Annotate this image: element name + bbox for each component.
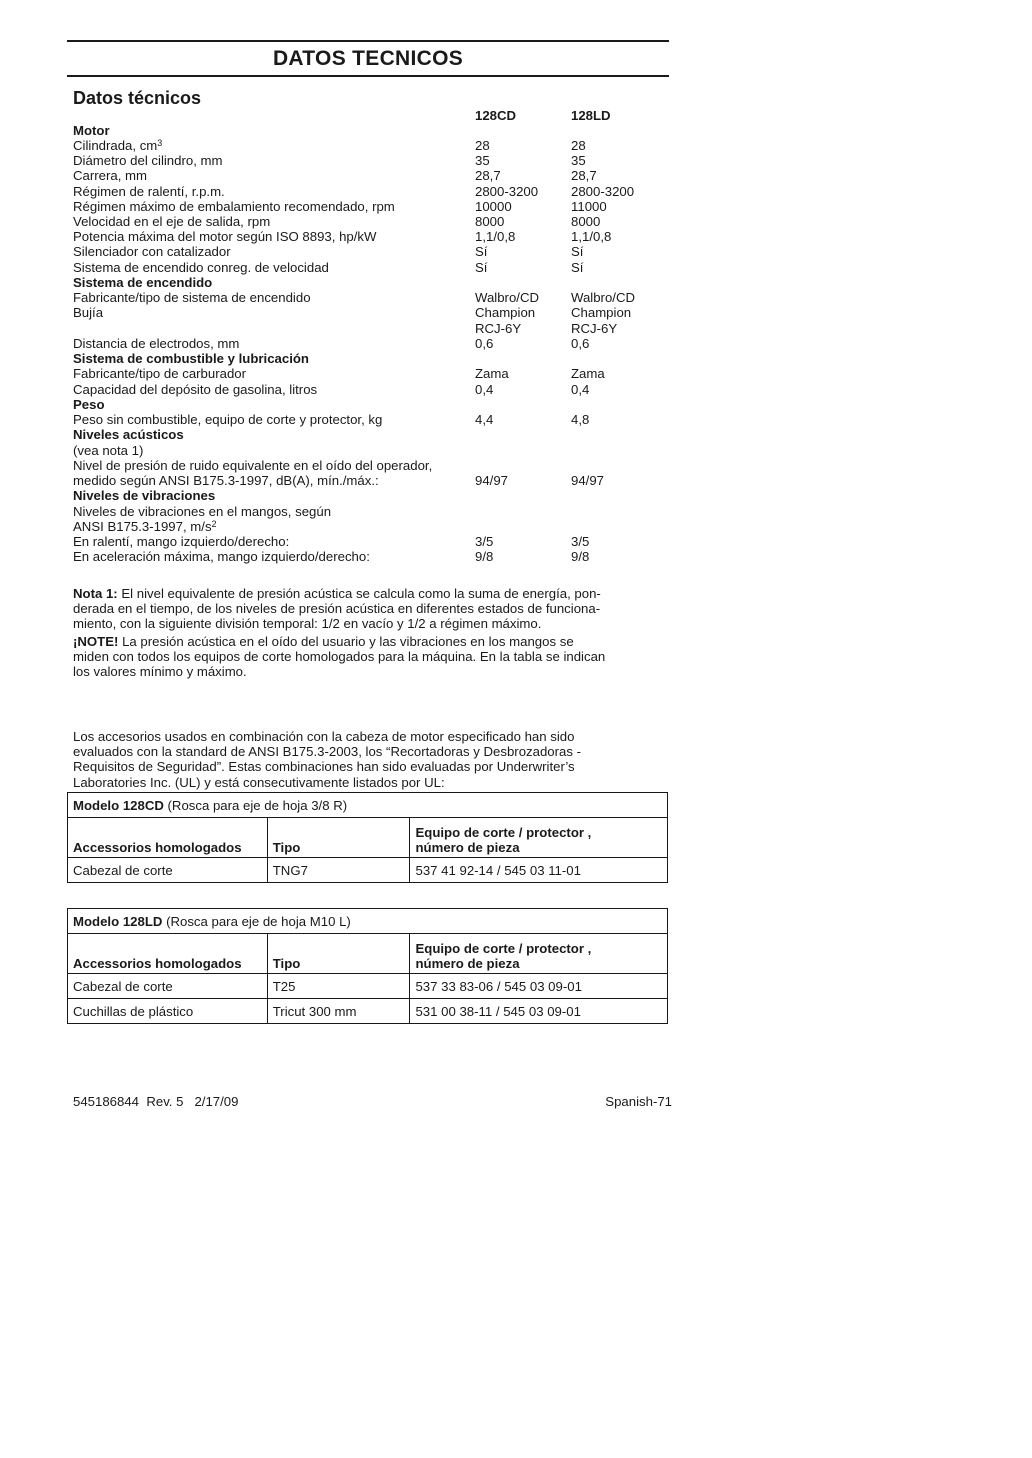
table-cell: 537 41 92-14 / 545 03 11-01 [410,858,668,883]
column-header-accessories: Accessorios homologados [68,818,268,858]
accessories-line: Laboratories Inc. (UL) y está consecutivamente listados por UL: [73,774,445,790]
table-model-header [68,909,668,934]
table-cell: Cabezal de corte [68,858,268,883]
spec-value-128cd: Zama [475,366,509,381]
spec-label-displacement: Cilindrada, $cm^3$ [73,138,163,153]
table-row [68,858,668,883]
spec-value-128cd: 1,1/0,8 [475,229,516,244]
spec-group-noise: Niveles acústicos [73,427,184,442]
model-desc: (Rosca para eje de hoja 3/8 R) [163,797,348,813]
spec-value-128ld: 28,7 [571,168,597,183]
note-2-line: La presión acústica en el oído del usuario y las vibraciones en los mangos se [118,634,574,649]
accessories-line: Requisitos de Seguridad”. Estas combinaciones han sido evaluadas por Underwriter’s [73,759,575,775]
table-cell: Cabezal de corte [68,974,268,999]
spec-value-128ld: Sí [571,260,584,275]
spec-label-bore: Diámetro del cilindro, mm [73,153,223,168]
spec-group-weight: Peso [73,397,105,412]
spec-value-128ld: 1,1/0,8 [571,229,612,244]
spec-label-vibration-levels: Niveles de vibraciones en el mangos, según [73,504,332,519]
header-top-rule [67,40,669,42]
spec-label-spark-plug: Bujía [73,305,104,320]
header-bottom-rule [67,75,669,77]
spec-value-128cd: 3/5 [475,534,494,549]
table-model-header [68,793,668,818]
note-1-line: derada en el tiempo, de los niveles de presión acústica en diferentes estados de funciona- [73,601,601,617]
model-label: Modelo 128CD [73,797,164,813]
spec-value-128ld: 0,6 [571,336,590,351]
table-cell: 537 33 83-06 / 545 03 09-01 [410,974,668,999]
spec-label-noise-pressure: Nivel de presión de ruido equivalente en el oído del operador, [73,458,433,473]
spec-value-128ld: 4,8 [571,412,590,427]
spec-label-speed-limiter-ignition: Sistema de encendido conreg. de velocidad [73,260,329,275]
note-1-line: miento, con la siguiente división temporal: 1/2 en vacío y 1/2 a régimen máximo. [73,616,542,632]
column-header-128ld: 128LD [571,108,611,123]
superscript-3: 3 [157,138,163,148]
spec-group-fuel: Sistema de combustible y lubricación [73,351,309,366]
spec-value-128cd: Sí [475,244,488,259]
spec-label-electrode-gap: Distancia de electrodos, mm [73,336,240,351]
spec-value-128ld: 0,4 [571,382,590,397]
spec-value-128cd: 8000 [475,214,505,229]
page-header-title: DATOS TECNICOS [272,47,464,70]
spec-value-128ld: Walbro/CD [571,290,635,305]
accessories-line: Los accesorios usados en combinación con la cabeza de motor especificado han sido [73,729,575,744]
note-1 [73,586,665,632]
spec-label-dry-weight: Peso sin combustible, equipo de corte y protector, kg [73,412,383,427]
spec-value-128cd: RCJ-6Y [475,321,522,336]
spec-group-motor: Motor [73,123,110,138]
table-cell: Cuchillas de plástico [68,999,268,1024]
spec-group-vibration: Niveles de vibraciones [73,488,216,503]
spec-value-128cd: 2800-3200 [475,184,539,199]
spec-value-128ld: 94/97 [571,473,605,488]
spec-label-vibration-max: En aceleración máxima, mango izquierdo/derecho: [73,549,370,564]
table-row [68,999,668,1024]
spec-value-128cd: 28,7 [475,168,501,183]
note-1-line: El nivel equivalente de presión acústica se calcula como la suma de energía, pon- [117,586,601,601]
spec-value-128cd: Champion [475,305,536,320]
spec-value-128ld: 3/5 [571,534,590,549]
spec-value-128cd: 35 [475,153,490,168]
spec-label-vibration-standard: ANSI B175.3-1997, $m/s^2$ [73,519,217,534]
column-header-part-number: Equipo de corte / protector , número de pieza [410,818,668,858]
column-header-type: Tipo [267,934,410,974]
spec-value-128cd: 10000 [475,199,512,214]
column-header-type: Tipo [267,818,410,858]
spec-value-128ld: Zama [571,366,605,381]
spec-label-noise-measured: medido según ANSI B175.3-1997, dB(A), mín./máx.: [73,473,379,488]
spec-label-catalytic-muffler: Silenciador con catalizador [73,244,231,259]
table-row [68,974,668,999]
spec-value-128ld: 11000 [571,199,607,214]
model-desc: (Rosca para eje de hoja M10 L) [162,913,351,929]
accessories-line: evaluados con la standard de ANSI B175.3-2003, los “Recortadoras y Desbrozadoras - [73,744,582,760]
note-1-lead: Nota 1: [73,586,118,601]
spec-value-128ld: 8000 [571,214,601,229]
spec-value-128ld: Champion [571,305,632,320]
spec-label-ignition-manufacturer: Fabricante/tipo de sistema de encendido [73,290,311,305]
column-header-accessories: Accessorios homologados [68,934,268,974]
spec-label-fuel-tank: Capacidad del depósito de gasolina, litros [73,382,318,397]
spec-value-128cd: 94/97 [475,473,509,488]
spec-value-128ld: 35 [571,153,586,168]
spec-label-see-note: (vea nota 1) [73,443,144,458]
section-title: Datos técnicos [73,88,202,108]
model-label: Modelo 128LD [73,913,163,929]
table-cell: 531 00 38-11 / 545 03 09-01 [410,999,668,1024]
spec-label-carburetor: Fabricante/tipo de carburador [73,366,247,381]
spec-value-128cd: 28 [475,138,490,153]
spec-value-128ld: 9/8 [571,549,590,564]
spec-label-max-power: Potencia máxima del motor según ISO 8893, hp/kW [73,229,377,244]
footer-document-id: 545186844 Rev. 5 2/17/09 [73,1094,239,1109]
spec-value-128cd: 0,4 [475,382,494,397]
note-2-line: los valores mínimo y máximo. [73,664,247,680]
spec-label-idle-speed: Régimen de ralentí, r.p.m. [73,184,225,199]
spec-value-128cd: 9/8 [475,549,494,564]
spec-value-128ld: 2800-3200 [571,184,635,199]
accessories-table-128cd [67,792,668,883]
column-header-part-number: Equipo de corte / protector , número de pieza [410,934,668,974]
spec-label-max-speed: Régimen máximo de embalamiento recomendado, rpm [73,199,395,214]
spec-group-ignition: Sistema de encendido [73,275,213,290]
note-2-line: miden con todos los equipos de corte homologados para la máquina. En la tabla se indican [73,649,606,665]
spec-value-128cd: Walbro/CD [475,290,539,305]
accessories-table-128ld [67,908,668,1024]
superscript-2: 2 [211,519,217,529]
spec-value-128cd: 4,4 [475,412,494,427]
table-cell: T25 [267,974,410,999]
spec-value-128ld: 28 [571,138,586,153]
footer-page-number: Spanish-71 [605,1094,672,1109]
note-2-lead: ¡NOTE! [73,634,119,649]
spec-label-output-shaft-speed: Velocidad en el eje de salida, rpm [73,214,271,229]
column-header-128cd: 128CD [475,108,517,123]
note-2 [73,634,665,680]
table-cell: Tricut 300 mm [267,999,410,1024]
spec-label-stroke: Carrera, mm [73,168,147,183]
spec-value-128cd: 0,6 [475,336,494,351]
accessories-paragraph [73,729,665,790]
table-cell: TNG7 [267,858,410,883]
spec-value-128ld: RCJ-6Y [571,321,618,336]
spec-label-vibration-idle: En ralentí, mango izquierdo/derecho: [73,534,290,549]
spec-value-128cd: Sí [475,260,488,275]
spec-value-128ld: Sí [571,244,584,259]
